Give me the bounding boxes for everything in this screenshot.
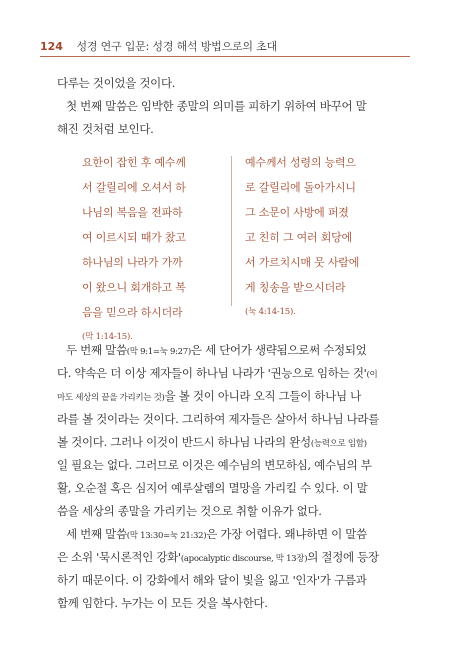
running-title: 성경 연구 입문: 성경 해석 방법으로의 초대 bbox=[76, 40, 277, 53]
body-line: 첫 번째 말씀은 임박한 종말의 의미를 피하기 위하여 바꾸어 말 bbox=[66, 99, 367, 113]
quote-line: 그 소문이 사방에 퍼졌 bbox=[245, 206, 349, 219]
quote-line: 음을 믿으라 하시더라 bbox=[82, 306, 183, 319]
body-line: 씀을 세상의 종말을 가리키는 것으로 취할 이유가 없다. bbox=[57, 504, 322, 518]
third-saying-paragraph bbox=[57, 523, 379, 615]
body-line bbox=[57, 362, 378, 385]
body-line: 라를 볼 것이라는 것이다. 그리하여 제자들은 살아서 하나님 나라를 bbox=[57, 412, 380, 426]
body-line: 해진 것처럼 보인다. bbox=[57, 122, 154, 136]
body-text-span: 세 번째 말씀 bbox=[66, 527, 127, 541]
body-line bbox=[57, 339, 375, 362]
quote-line: 하나님의 나라가 가까 bbox=[82, 256, 183, 269]
parenthetical-note: 마도 세상의 끝을 가리키는 것) bbox=[57, 393, 165, 403]
body-text-span: 을 볼 것이 아니라 오직 그들이 하나님 나 bbox=[164, 389, 361, 403]
body-text-span: 볼 것이다. 그러나 이것이 반드시 하나님 나라의 완성 bbox=[57, 435, 311, 449]
intro-paragraph bbox=[57, 72, 375, 141]
body-text-span: 은 소위 '묵시론적인 강화' bbox=[57, 550, 181, 564]
body-line bbox=[57, 523, 375, 546]
body-line: 다루는 것이었을 것이다. bbox=[57, 76, 176, 90]
parenthetical-note: (이 bbox=[366, 370, 378, 380]
quote-line: 서 가르치시매 뭇 사람에 bbox=[245, 256, 360, 269]
body-text-span: 은 세 단어가 생략됨으로써 수정되었 bbox=[190, 343, 367, 357]
running-header bbox=[40, 38, 277, 54]
body-line: 하기 때문이다. 이 강화에서 해와 달이 빛을 잃고 '인자'가 구름과 bbox=[57, 573, 367, 587]
scripture-reference: (막 9:1=눅 9:27) bbox=[126, 347, 191, 357]
quote-line: 요한이 잡힌 후 예수께 bbox=[82, 156, 186, 169]
scripture-reference: (막 13:30=눅 21:32) bbox=[126, 531, 207, 541]
body-line: 일 필요는 없다. 그러므로 이것은 예수님의 변모하심, 예수님의 부 bbox=[57, 458, 372, 472]
quote-line: 예수께서 성령의 능력으 bbox=[245, 156, 356, 169]
quote-line: 고 친히 그 여러 회당에 bbox=[245, 231, 353, 244]
quote-reference: (눅 4:14-15). bbox=[245, 307, 296, 317]
header-rule bbox=[40, 56, 410, 57]
parenthetical-note: (apocalyptic discourse, 막 13장) bbox=[180, 554, 308, 564]
body-line: 함께 임한다. 누가는 이 모든 것을 복사한다. bbox=[57, 596, 268, 610]
body-text-span: 다. 약속은 더 이상 제자들이 하나님 나라가 '권능으로 임하는 것' bbox=[57, 366, 367, 380]
quote-luke-4 bbox=[245, 150, 391, 325]
quote-line: 로 갈릴리에 돌아가시니 bbox=[245, 181, 356, 194]
body-text-span: 의 절정에 등장 bbox=[307, 550, 379, 564]
quote-line: 여 이르시되 때가 찼고 bbox=[82, 231, 186, 244]
quote-line: 서 갈릴리에 오셔서 하 bbox=[82, 181, 186, 194]
body-line bbox=[57, 385, 375, 408]
body-line bbox=[57, 546, 379, 569]
body-line bbox=[57, 431, 375, 454]
page-number: 124 bbox=[40, 40, 63, 53]
body-text-span: 은 가장 어렵다. 왜냐하면 이 말씀 bbox=[206, 527, 367, 541]
body-text-span: 두 번째 말씀 bbox=[66, 343, 127, 357]
second-saying-paragraph bbox=[57, 339, 380, 523]
parenthetical-note: (능력으로 임함) bbox=[310, 439, 367, 449]
quote-mark-1 bbox=[82, 150, 228, 350]
quote-reference: (막 1:14-15). bbox=[82, 332, 133, 342]
quote-line: 나님의 복음을 전파하 bbox=[82, 206, 183, 219]
body-line: 활, 오순절 혹은 심지어 예루살렘의 멸망을 가리킬 수 있다. 이 말 bbox=[57, 481, 368, 495]
quote-line: 이 왔으니 회개하고 복 bbox=[82, 281, 186, 294]
column-divider bbox=[231, 156, 232, 306]
quote-line: 게 칭송을 받으시더라 bbox=[245, 281, 346, 294]
